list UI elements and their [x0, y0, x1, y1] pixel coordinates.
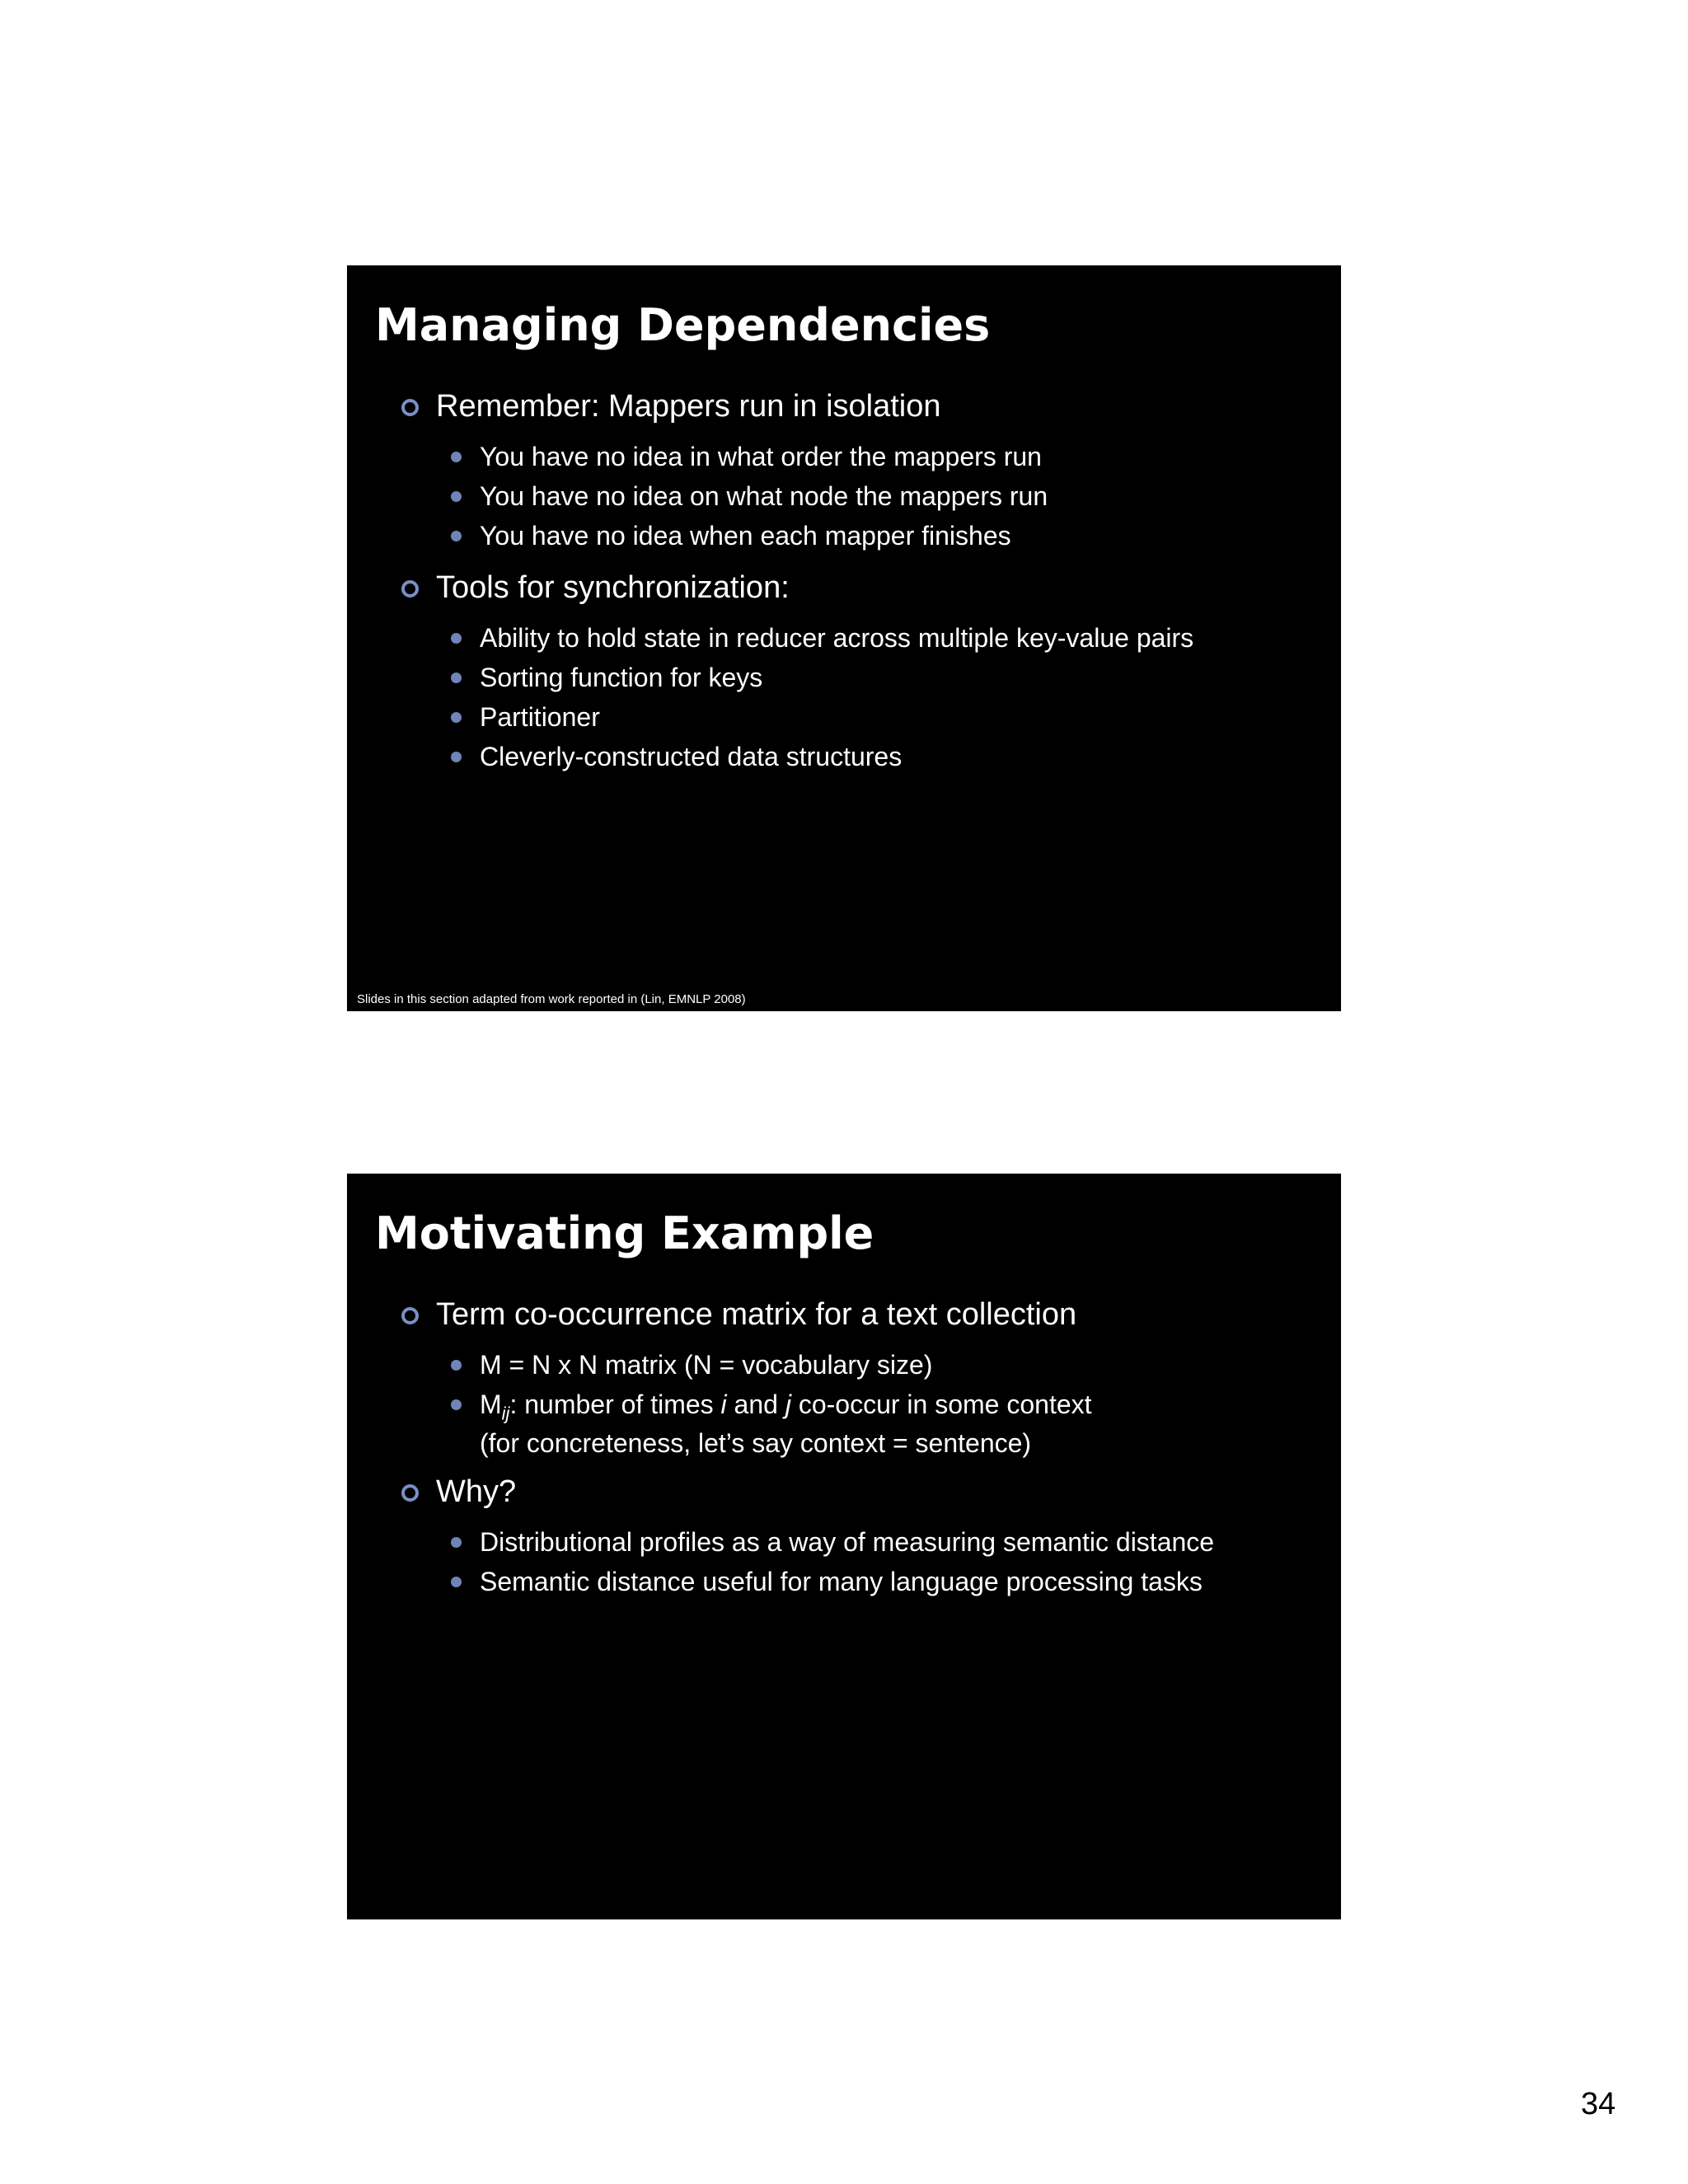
bullet-level2: [347, 618, 1341, 658]
sub-bullet-list: [347, 618, 1341, 776]
bullet-level2: [347, 516, 1341, 555]
bullet-text: Why?: [436, 1474, 517, 1510]
hollow-circle-bullet-icon: [401, 1484, 419, 1502]
hollow-circle-bullet-icon: [401, 1307, 419, 1324]
sub-bullet-list: [347, 437, 1341, 555]
bullet-level2: [347, 1522, 1341, 1562]
bullet-level1: [347, 1474, 1341, 1510]
bullet-level1: [347, 1299, 1341, 1330]
bullet-level2: [347, 476, 1341, 516]
filled-circle-bullet-icon: [451, 531, 462, 541]
bullet-level1: [347, 391, 1341, 422]
sub-bullet-list: [347, 1345, 1341, 1460]
slide-title: Managing Dependencies: [375, 299, 991, 351]
bullet-level2: [347, 697, 1341, 737]
bullet-text: Sorting function for keys: [480, 663, 763, 692]
bullet-level2: [347, 437, 1341, 476]
filled-circle-bullet-icon: [451, 1537, 462, 1548]
bullet-text: You have no idea on what node the mappers run: [480, 481, 1048, 511]
filled-circle-bullet-icon: [451, 1577, 462, 1587]
hollow-circle-bullet-icon: [401, 399, 419, 416]
sub-bullet-list: [347, 1522, 1341, 1601]
bullet-text: Tools for synchronization:: [436, 570, 790, 605]
filled-circle-bullet-icon: [451, 752, 462, 762]
bullet-text-matrix-entry: [480, 1390, 1092, 1424]
slide-title: Motivating Example: [375, 1207, 874, 1259]
bullet-text: You have no idea when each mapper finishes: [480, 521, 1011, 551]
bullet-text: Cleverly-constructed data structures: [480, 742, 903, 771]
bullet-text: Semantic distance useful for many language processing tasks: [480, 1567, 1203, 1597]
bullet-text: Ability to hold state in reducer across multiple key-value pairs: [480, 623, 1194, 653]
bullet-level2: [347, 658, 1341, 697]
bullet-text: Term co-occurrence matrix for a text collection: [436, 1297, 1077, 1332]
text-fragment: and: [726, 1390, 785, 1419]
bullet-text: You have no idea in what order the mappers run: [480, 442, 1042, 471]
page-number: 34: [1581, 2087, 1616, 2121]
filled-circle-bullet-icon: [451, 633, 462, 644]
slide-motivating-example: [347, 1174, 1341, 1919]
filled-circle-bullet-icon: [451, 491, 462, 502]
bullet-text: Remember: Mappers run in isolation: [436, 389, 941, 424]
text-fragment: co-occur in some context: [790, 1390, 1092, 1419]
bullet-text: Partitioner: [480, 702, 600, 732]
hollow-circle-bullet-icon: [401, 580, 419, 598]
bullet-level2: [347, 1385, 1341, 1460]
filled-circle-bullet-icon: [451, 673, 462, 683]
bullet-text: M = N x N matrix (N = vocabulary size): [480, 1350, 933, 1380]
slide-content: [347, 1299, 1341, 1618]
matrix-subscript: ij: [501, 1403, 510, 1424]
slide-content: [347, 391, 1341, 793]
bullet-level2: [347, 737, 1341, 776]
bullet-level2: [347, 1562, 1341, 1601]
italic-j: j: [785, 1390, 791, 1419]
italic-i: i: [720, 1390, 727, 1419]
text-fragment: : number of times: [509, 1390, 721, 1419]
slide-managing-dependencies: [347, 265, 1341, 1011]
bullet-level1: [347, 572, 1341, 603]
bullet-level2: [347, 1345, 1341, 1385]
source-footnote: Slides in this section adapted from work reported in (Lin, EMNLP 2008): [357, 992, 746, 1006]
bullet-continuation: (for concreteness, let’s say context = sentence): [480, 1428, 1032, 1459]
bullet-text: Distributional profiles as a way of measuring semantic distance: [480, 1527, 1215, 1558]
filled-circle-bullet-icon: [451, 452, 462, 462]
matrix-symbol: M: [480, 1390, 502, 1419]
filled-circle-bullet-icon: [451, 1360, 462, 1371]
filled-circle-bullet-icon: [451, 712, 462, 723]
filled-circle-bullet-icon: [451, 1399, 462, 1410]
